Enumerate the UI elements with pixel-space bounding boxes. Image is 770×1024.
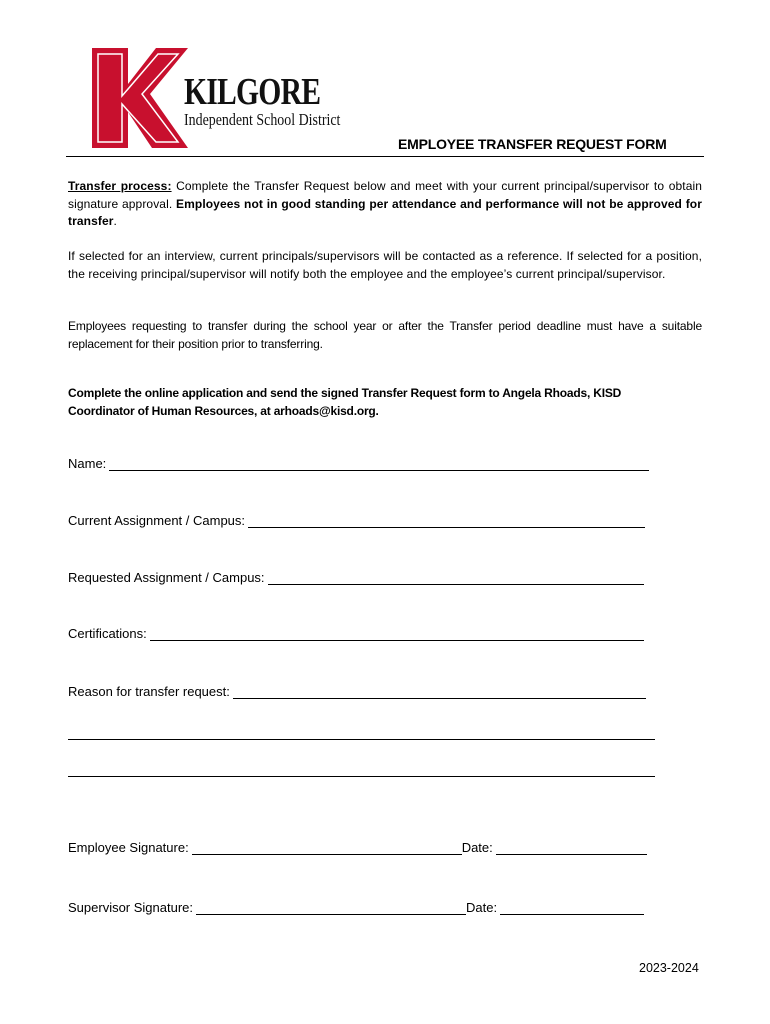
employee-signature-field[interactable] (68, 840, 647, 855)
employee-date-line[interactable] (496, 840, 647, 855)
supervisor-signature-label: Supervisor Signature: (68, 900, 194, 915)
supervisor-date-line[interactable] (500, 900, 644, 915)
employee-signature-label: Employee Signature: (68, 840, 189, 855)
certifications-input-line[interactable] (150, 626, 644, 641)
header-divider (66, 156, 704, 157)
supervisor-signature-line[interactable] (196, 900, 466, 915)
supervisor-date-label: Date: (466, 900, 498, 915)
reason-field[interactable] (68, 684, 646, 699)
logo-name: KILGORE (184, 71, 321, 113)
name-field[interactable] (68, 456, 649, 471)
name-input-line[interactable] (109, 456, 649, 471)
reason-continuation-line-1[interactable] (68, 739, 655, 740)
reason-input-line[interactable] (233, 684, 646, 699)
current-assignment-field[interactable] (68, 513, 645, 528)
requested-assignment-input-line[interactable] (268, 570, 644, 585)
requested-assignment-label: Requested Assignment / Campus: (68, 570, 265, 585)
transfer-process-label: Transfer process: (68, 179, 172, 193)
name-label: Name: (68, 456, 107, 471)
replacement-paragraph: Employees requesting to transfer during the school year or after the Transfer period deadline must have a suitable replacement for their position prior to transferring. (68, 319, 702, 351)
standing-warning: Employees not in good standing per attendance and performance will not be approved for transfer (68, 196, 702, 228)
submission-instruction: Complete the online application and send the signed Transfer Request form to Angela Rhoads, KISD Coordinator of Human Resources, at arhoads@kisd.org. (68, 386, 622, 418)
reason-label: Reason for transfer request: (68, 684, 230, 699)
transfer-process-paragraph (68, 178, 702, 231)
period: . (113, 214, 117, 228)
current-assignment-input-line[interactable] (248, 513, 645, 528)
employee-date-label: Date: (461, 840, 493, 855)
supervisor-signature-field[interactable] (68, 900, 644, 915)
school-year: 2023-2024 (639, 961, 699, 975)
certifications-field[interactable] (68, 626, 644, 641)
form-title: EMPLOYEE TRANSFER REQUEST FORM (398, 136, 667, 152)
requested-assignment-field[interactable] (68, 570, 644, 585)
district-logo (92, 48, 341, 148)
current-assignment-label: Current Assignment / Campus: (68, 513, 246, 528)
k-logo-icon (92, 48, 192, 148)
interview-paragraph: If selected for an interview, current principals/supervisors will be contacted as a reference. If selected for a position, the receiving principal/supervisor will notify both the employee and the employee’s current principal/supervisor. (68, 249, 702, 281)
employee-signature-line[interactable] (192, 840, 462, 855)
certifications-label: Certifications: (68, 626, 147, 641)
transfer-process-text: Complete the Transfer Request below and meet with your current principal/supervisor to obtain signature approval. (68, 179, 703, 211)
reason-continuation-line-2[interactable] (68, 776, 655, 777)
logo-subtitle: Independent School District (184, 110, 341, 129)
